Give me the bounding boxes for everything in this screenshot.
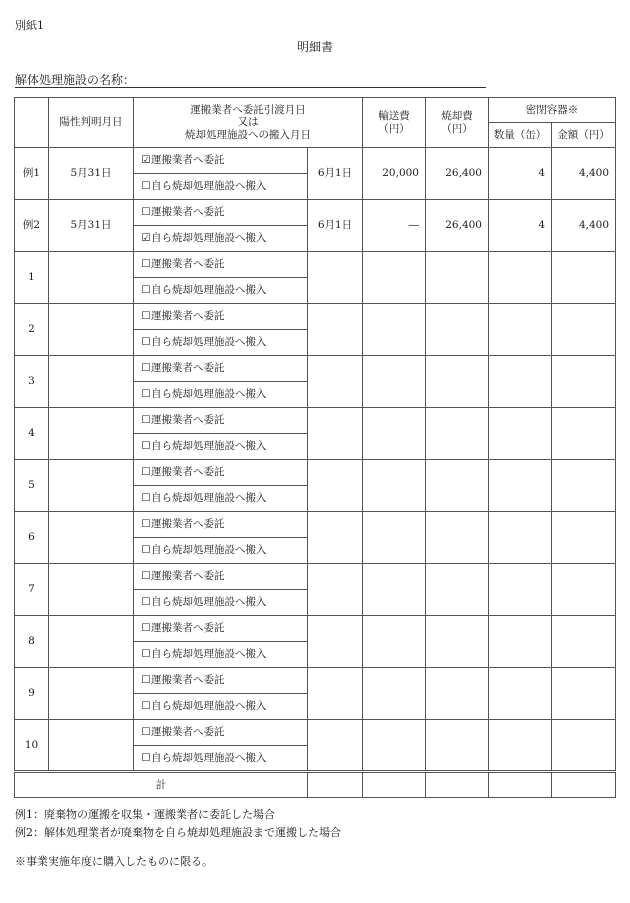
header-incineration-unit: （円） — [441, 122, 473, 135]
option-carrier-label: 運搬業者へ委託 — [151, 414, 225, 427]
row-label: 1 — [15, 252, 49, 304]
quantity-cell[interactable] — [489, 460, 552, 512]
option-self-checkbox[interactable] — [134, 642, 308, 668]
option-carrier-label: 運搬業者へ委託 — [151, 258, 225, 271]
table-row — [15, 668, 616, 694]
option-self-checkbox[interactable] — [134, 330, 308, 356]
table-row — [15, 304, 616, 330]
checkbox-icon: ☐ — [141, 440, 151, 453]
incineration-cost-cell[interactable] — [426, 304, 489, 356]
incineration-cost-cell[interactable] — [426, 512, 489, 564]
quantity-cell[interactable] — [489, 564, 552, 616]
total-quantity[interactable] — [489, 772, 552, 798]
table-row — [15, 200, 616, 226]
option-carrier-checkbox[interactable] — [134, 668, 308, 694]
header-quantity: 数量（缶） — [489, 123, 552, 148]
amount-cell[interactable] — [552, 252, 616, 304]
incineration-cost-cell[interactable] — [426, 460, 489, 512]
quantity-cell[interactable] — [489, 408, 552, 460]
option-self-checkbox[interactable] — [134, 434, 308, 460]
checkbox-icon: ☐ — [141, 388, 151, 401]
checkbox-icon: ☐ — [141, 466, 151, 479]
quantity-cell[interactable] — [489, 304, 552, 356]
incineration-cost-cell[interactable] — [426, 252, 489, 304]
quantity-cell[interactable] — [489, 720, 552, 772]
transport-cost-cell[interactable]: 20,000 — [363, 148, 426, 200]
facility-name-field[interactable] — [15, 87, 486, 88]
table-row — [15, 616, 616, 642]
option-self-checkbox[interactable] — [134, 382, 308, 408]
row-label: 7 — [15, 564, 49, 616]
incineration-cost-cell[interactable] — [426, 408, 489, 460]
total-label: 計 — [15, 772, 308, 798]
amount-cell[interactable] — [552, 720, 616, 772]
checkbox-icon: ☐ — [141, 648, 151, 661]
quantity-cell[interactable] — [489, 356, 552, 408]
transport-cost-cell[interactable] — [363, 616, 426, 668]
checkbox-icon: ☐ — [141, 206, 151, 219]
notes — [15, 806, 341, 842]
note-example-2: 例2：解体処理業者が廃棄物を自ら焼却処理施設まで運搬した場合 — [15, 826, 341, 839]
row-label: 4 — [15, 408, 49, 460]
incineration-cost-cell[interactable] — [426, 616, 489, 668]
transfer-date-cell[interactable] — [308, 460, 363, 512]
option-self-label: 自ら焼却処理施設へ搬入 — [151, 492, 267, 505]
quantity-cell[interactable] — [489, 616, 552, 668]
note-example-1: 例1：廃棄物の運搬を収集・運搬業者に委託した場合 — [15, 808, 275, 821]
transfer-date-cell[interactable] — [308, 304, 363, 356]
amount-cell[interactable] — [552, 512, 616, 564]
option-self-label: 自ら焼却処理施設へ搬入 — [151, 648, 267, 661]
positive-date-cell[interactable] — [49, 668, 134, 720]
table-row — [15, 252, 616, 278]
option-carrier-checkbox[interactable] — [134, 460, 308, 486]
checkbox-icon: ☐ — [141, 544, 151, 557]
positive-date-cell[interactable] — [49, 460, 134, 512]
checkbox-icon: ☐ — [141, 180, 151, 193]
option-self-label: 自ら焼却処理施設へ搬入 — [151, 751, 267, 764]
checkbox-icon: ☐ — [141, 700, 151, 713]
incineration-cost-cell[interactable] — [426, 668, 489, 720]
checkbox-icon: ☐ — [141, 596, 151, 609]
checkbox-icon: ☐ — [141, 726, 151, 739]
row-label: 10 — [15, 720, 49, 772]
transfer-date-cell[interactable] — [308, 668, 363, 720]
header-transfer-line1: 運搬業者へ委託引渡月日 — [190, 104, 306, 117]
option-self-checkbox[interactable] — [134, 486, 308, 512]
amount-cell[interactable] — [552, 460, 616, 512]
attachment-label: 別紙1 — [15, 19, 44, 32]
positive-date-cell[interactable] — [49, 356, 134, 408]
incineration-cost-cell[interactable]: 26,400 — [426, 200, 489, 252]
checkbox-icon: ☐ — [141, 570, 151, 583]
total-row — [15, 772, 616, 798]
total-transport[interactable] — [363, 772, 426, 798]
checkbox-icon: ☐ — [141, 362, 151, 375]
transfer-date-cell[interactable] — [308, 408, 363, 460]
table-row — [15, 460, 616, 486]
transport-cost-cell[interactable] — [363, 512, 426, 564]
row-label: 9 — [15, 668, 49, 720]
quantity-cell[interactable]: 4 — [489, 200, 552, 252]
option-self-label: 自ら焼却処理施設へ搬入 — [151, 440, 267, 453]
note-container: ※事業実施年度に購入したものに限る。 — [15, 855, 213, 868]
positive-date-cell[interactable] — [49, 616, 134, 668]
total-incineration[interactable] — [426, 772, 489, 798]
header-amount: 金額（円） — [552, 123, 616, 148]
checkbox-icon: ☑ — [141, 154, 151, 167]
option-carrier-label: 運搬業者へ委託 — [151, 518, 225, 531]
table-row — [15, 512, 616, 538]
amount-cell[interactable] — [552, 356, 616, 408]
option-carrier-label: 運搬業者へ委託 — [151, 570, 225, 583]
checkbox-icon: ☐ — [141, 674, 151, 687]
transfer-date-cell[interactable] — [308, 512, 363, 564]
positive-date-cell[interactable] — [49, 564, 134, 616]
transport-cost-cell[interactable] — [363, 408, 426, 460]
amount-cell[interactable]: 4,400 — [552, 148, 616, 200]
option-carrier-checkbox[interactable] — [134, 564, 308, 590]
page-title: 明細書 — [296, 40, 333, 54]
checkbox-icon: ☑ — [141, 232, 151, 245]
table-row — [15, 148, 616, 174]
header-incineration-cost — [426, 98, 489, 148]
table-row — [15, 720, 616, 746]
quantity-cell[interactable] — [489, 512, 552, 564]
positive-date-cell[interactable]: 5月31日 — [49, 148, 134, 200]
row-label: 3 — [15, 356, 49, 408]
header-transport-cost — [363, 98, 426, 148]
option-carrier-label: 運搬業者へ委託 — [151, 622, 225, 635]
transport-cost-cell[interactable] — [363, 668, 426, 720]
option-carrier-checkbox[interactable] — [134, 304, 308, 330]
checkbox-icon: ☐ — [141, 622, 151, 635]
option-carrier-label: 運搬業者へ委託 — [151, 726, 225, 739]
checkbox-icon: ☐ — [141, 258, 151, 271]
header-transfer-line3: 焼却処理施設への搬入月日 — [185, 128, 311, 141]
amount-cell[interactable] — [552, 616, 616, 668]
option-self-label: 自ら焼却処理施設へ搬入 — [151, 336, 267, 349]
quantity-cell[interactable] — [489, 668, 552, 720]
transfer-date-cell[interactable] — [308, 720, 363, 772]
transport-cost-cell[interactable] — [363, 252, 426, 304]
transport-cost-cell[interactable] — [363, 564, 426, 616]
positive-date-cell[interactable] — [49, 252, 134, 304]
transport-cost-cell[interactable] — [363, 720, 426, 772]
option-self-label: 自ら焼却処理施設へ搬入 — [151, 232, 267, 245]
option-carrier-label: 運搬業者へ委託 — [151, 154, 225, 167]
transport-cost-cell[interactable]: ― — [363, 200, 426, 252]
header-blank — [15, 98, 49, 148]
checkbox-icon: ☐ — [141, 518, 151, 531]
checkbox-icon: ☐ — [141, 336, 151, 349]
option-self-checkbox[interactable] — [134, 174, 308, 200]
option-self-label: 自ら焼却処理施設へ搬入 — [151, 700, 267, 713]
option-self-checkbox[interactable] — [134, 746, 308, 772]
transfer-date-cell[interactable] — [308, 564, 363, 616]
transfer-date-cell[interactable]: 6月1日 — [308, 200, 363, 252]
total-amount[interactable] — [552, 772, 616, 798]
option-carrier-checkbox[interactable] — [134, 720, 308, 746]
quantity-cell[interactable] — [489, 252, 552, 304]
transfer-date-cell[interactable] — [308, 616, 363, 668]
quantity-cell[interactable]: 4 — [489, 148, 552, 200]
transport-cost-cell[interactable] — [363, 304, 426, 356]
option-self-checkbox[interactable] — [134, 694, 308, 720]
option-self-label: 自ら焼却処理施設へ搬入 — [151, 596, 267, 609]
amount-cell[interactable] — [552, 668, 616, 720]
positive-date-cell[interactable] — [49, 720, 134, 772]
positive-date-cell[interactable] — [49, 512, 134, 564]
table-row — [15, 356, 616, 382]
option-self-label: 自ら焼却処理施設へ搬入 — [151, 284, 267, 297]
option-carrier-checkbox[interactable] — [134, 616, 308, 642]
positive-date-cell[interactable] — [49, 304, 134, 356]
row-label: 例1 — [15, 148, 49, 200]
header-transport-label: 輸送費 — [378, 110, 410, 123]
header-transport-unit: （円） — [378, 122, 410, 135]
row-label: 6 — [15, 512, 49, 564]
option-carrier-checkbox[interactable] — [134, 356, 308, 382]
amount-cell[interactable] — [552, 304, 616, 356]
option-carrier-label: 運搬業者へ委託 — [151, 674, 225, 687]
incineration-cost-cell[interactable] — [426, 720, 489, 772]
header-transfer-line2: 又は — [237, 116, 259, 129]
checkbox-icon: ☐ — [141, 414, 151, 427]
option-self-label: 自ら焼却処理施設へ搬入 — [151, 544, 267, 557]
option-self-label: 自ら焼却処理施設へ搬入 — [151, 180, 267, 193]
positive-date-cell[interactable]: 5月31日 — [49, 200, 134, 252]
option-carrier-label: 運搬業者へ委託 — [151, 362, 225, 375]
option-self-checkbox[interactable] — [134, 590, 308, 616]
option-self-label: 自ら焼却処理施設へ搬入 — [151, 388, 267, 401]
option-self-checkbox[interactable] — [134, 278, 308, 304]
row-label: 5 — [15, 460, 49, 512]
amount-cell[interactable] — [552, 564, 616, 616]
option-carrier-checkbox[interactable] — [134, 252, 308, 278]
row-label: 8 — [15, 616, 49, 668]
header-positive-date: 陽性判明月日 — [49, 98, 134, 148]
incineration-cost-cell[interactable] — [426, 356, 489, 408]
incineration-cost-cell[interactable] — [426, 564, 489, 616]
table-body — [15, 148, 616, 772]
option-carrier-checkbox[interactable] — [134, 408, 308, 434]
option-self-checkbox[interactable] — [134, 226, 308, 252]
transfer-date-cell[interactable] — [308, 252, 363, 304]
row-label: 例2 — [15, 200, 49, 252]
option-self-checkbox[interactable] — [134, 538, 308, 564]
checkbox-icon: ☐ — [141, 492, 151, 505]
transfer-date-cell[interactable]: 6月1日 — [308, 148, 363, 200]
transport-cost-cell[interactable] — [363, 460, 426, 512]
option-carrier-label: 運搬業者へ委託 — [151, 310, 225, 323]
option-carrier-checkbox[interactable] — [134, 148, 308, 174]
header-sealed-container: 密閉容器※ — [489, 98, 616, 123]
row-label: 2 — [15, 304, 49, 356]
total-transfer-cell — [308, 772, 363, 798]
facility-name-label: 解体処理施設の名称： — [15, 73, 136, 87]
detail-table — [14, 97, 616, 798]
transfer-date-cell[interactable] — [308, 356, 363, 408]
table-row — [15, 564, 616, 590]
transport-cost-cell[interactable] — [363, 356, 426, 408]
checkbox-icon: ☐ — [141, 751, 151, 764]
checkbox-icon: ☐ — [141, 310, 151, 323]
header-incineration-label: 焼却費 — [441, 110, 473, 123]
option-carrier-checkbox[interactable] — [134, 200, 308, 226]
header-transfer-date — [134, 98, 363, 148]
positive-date-cell[interactable] — [49, 408, 134, 460]
amount-cell[interactable] — [552, 408, 616, 460]
option-carrier-label: 運搬業者へ委託 — [151, 206, 225, 219]
header-row-1 — [15, 98, 616, 123]
option-carrier-checkbox[interactable] — [134, 512, 308, 538]
incineration-cost-cell[interactable]: 26,400 — [426, 148, 489, 200]
option-carrier-label: 運搬業者へ委託 — [151, 466, 225, 479]
checkbox-icon: ☐ — [141, 284, 151, 297]
table-row — [15, 408, 616, 434]
amount-cell[interactable]: 4,400 — [552, 200, 616, 252]
